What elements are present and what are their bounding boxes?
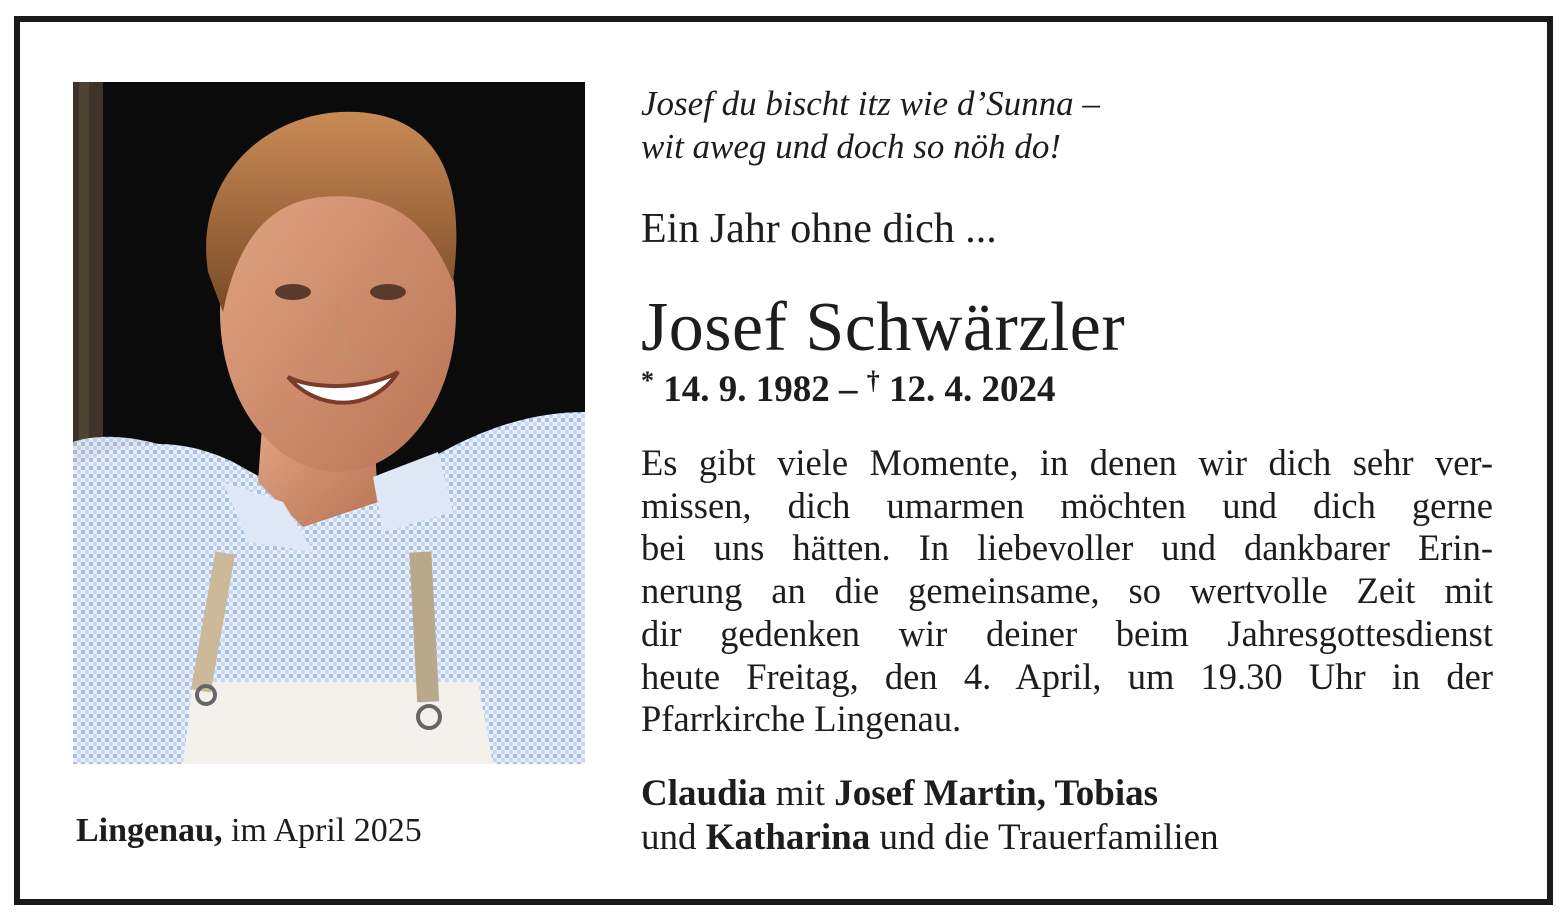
life-dates bbox=[641, 366, 1497, 411]
intro-heading: Ein Jahr ohne dich ... bbox=[641, 206, 997, 252]
deceased-name: Josef Schwärzler bbox=[641, 289, 1126, 366]
place-date-caption bbox=[76, 812, 422, 850]
signoff-text: mit bbox=[766, 773, 835, 814]
message-line: Pfarrkirche Lingenau. bbox=[641, 698, 962, 740]
signoff-name: Claudia bbox=[641, 773, 767, 814]
portrait-photo bbox=[73, 82, 585, 764]
death-date: 12. 4. 2024 bbox=[889, 369, 1056, 410]
death-symbol: † bbox=[866, 366, 880, 395]
date-separator: – bbox=[829, 369, 867, 410]
message-line: nerung an die gemeinsame, so wertvolle Zeit mit bbox=[641, 570, 1493, 612]
signoff-line-2 bbox=[641, 816, 1497, 860]
memorial-message bbox=[641, 442, 1493, 741]
birth-date: 14. 9. 1982 bbox=[663, 369, 830, 410]
message-line: heute Freitag, den 4. April, um 19.30 Uhr in der bbox=[641, 655, 1493, 697]
dialect-motto bbox=[641, 82, 1497, 168]
signoff-name: Katharina bbox=[705, 817, 871, 858]
signoff-line-1 bbox=[641, 772, 1497, 816]
motto-line-1: Josef du bischt itz wie d’Sunna – bbox=[641, 84, 1100, 123]
family-signoff bbox=[641, 772, 1497, 860]
message-line: dir gedenken wir deiner beim Jahresgottesdienst bbox=[641, 612, 1493, 654]
caption-place: Lingenau, bbox=[76, 812, 223, 849]
signoff-text: und bbox=[641, 817, 706, 858]
message-line: Es gibt viele Momente, in denen wir dich sehr ver- bbox=[641, 442, 1493, 483]
birth-symbol: * bbox=[641, 366, 654, 395]
signoff-text: und die Trauerfamilien bbox=[870, 817, 1219, 858]
caption-date: im April 2025 bbox=[222, 812, 422, 849]
motto-line-2: wit aweg und doch so nöh do! bbox=[641, 127, 1061, 166]
signoff-name: Josef Martin, Tobias bbox=[834, 773, 1159, 814]
message-line: missen, dich umarmen möchten und dich gerne bbox=[641, 484, 1493, 526]
message-line: bei uns hätten. In liebevoller und dankbarer Erin- bbox=[641, 527, 1493, 569]
